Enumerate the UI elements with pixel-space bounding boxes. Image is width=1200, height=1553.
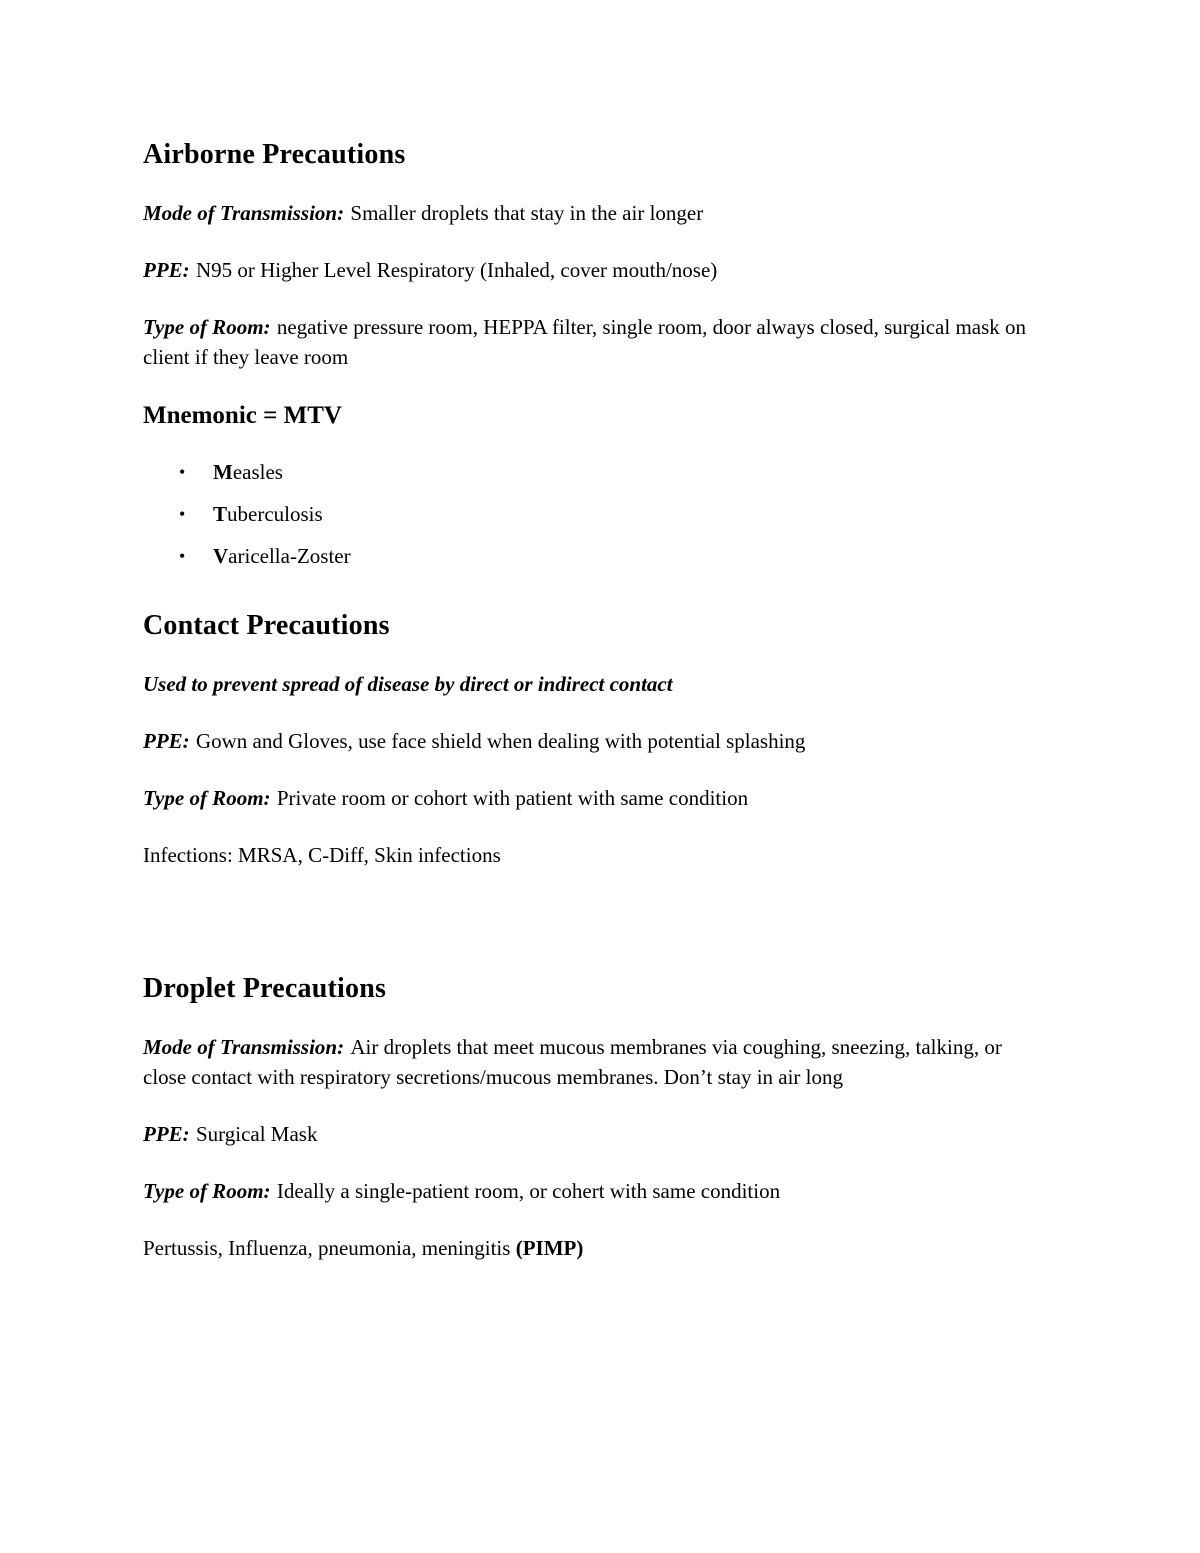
type-of-room-label: Type of Room: [143,315,271,339]
bullet-rest: easles [232,460,283,484]
airborne-room-paragraph [143,312,1045,372]
ppe-label: PPE: [143,729,190,753]
ppe-text: Surgical Mask [195,1122,318,1146]
contact-ppe-paragraph [143,726,1045,756]
contact-purpose-paragraph [143,669,1045,699]
contact-room-paragraph [143,783,1045,813]
contact-purpose-text: Used to prevent spread of disease by direct or indirect contact [143,672,673,696]
type-of-room-label: Type of Room: [143,786,271,810]
type-of-room-label: Type of Room: [143,1179,271,1203]
droplet-section [143,970,1045,1263]
contact-infections-paragraph [143,840,1045,870]
bullet-rest: aricella-Zoster [228,544,351,568]
bullet-icon: • [179,504,186,524]
list-item [179,499,1045,529]
type-of-room-text: Private room or cohort with patient with same condition [276,786,749,810]
mnemonic-heading: Mnemonic = MTV [143,402,342,429]
bullet-initial: M [213,460,233,484]
bullet-text [213,457,283,487]
mode-of-transmission-label: Mode of Transmission: [143,201,345,225]
mnemonic-bullet-list [143,457,1045,571]
ppe-label: PPE: [143,258,190,282]
infections-text: Infections: MRSA, C-Diff, Skin infections [143,843,501,867]
list-item [179,457,1045,487]
airborne-heading: Airborne Precautions [143,139,406,170]
mode-of-transmission-text: Air droplets that meet mucous membranes via coughing, sneezing, talking, or close contact with respiratory secretions/mucous membranes. Don’t stay in air long [143,1035,1002,1089]
ppe-text: N95 or Higher Level Respiratory (Inhaled, cover mouth/nose) [195,258,718,282]
contact-section [143,607,1045,870]
contact-heading: Contact Precautions [143,610,390,641]
droplet-diseases-paragraph [143,1233,1045,1263]
diseases-mnemonic: (PIMP) [515,1236,584,1260]
droplet-ppe-paragraph [143,1119,1045,1149]
type-of-room-text: negative pressure room, HEPPA filter, single room, door always closed, surgical mask on client if they leave room [143,315,1027,369]
bullet-initial: V [213,544,229,568]
bullet-text [213,541,351,571]
airborne-ppe-paragraph [143,255,1045,285]
bullet-initial: T [213,502,228,526]
list-item [179,541,1045,571]
droplet-heading: Droplet Precautions [143,973,387,1004]
airborne-section [143,136,1045,571]
droplet-mode-paragraph [143,1032,1045,1092]
bullet-rest: uberculosis [227,502,323,526]
bullet-icon: • [179,462,186,482]
type-of-room-text: Ideally a single-patient room, or cohert with same condition [276,1179,781,1203]
droplet-room-paragraph [143,1176,1045,1206]
airborne-mode-paragraph [143,198,1045,228]
ppe-label: PPE: [143,1122,190,1146]
ppe-text: Gown and Gloves, use face shield when dealing with potential splashing [195,729,806,753]
bullet-icon: • [179,546,186,566]
mode-of-transmission-text: Smaller droplets that stay in the air longer [350,201,704,225]
diseases-text: Pertussis, Influenza, pneumonia, meningitis [143,1236,516,1260]
bullet-text [213,499,323,529]
mode-of-transmission-label: Mode of Transmission: [143,1035,345,1059]
